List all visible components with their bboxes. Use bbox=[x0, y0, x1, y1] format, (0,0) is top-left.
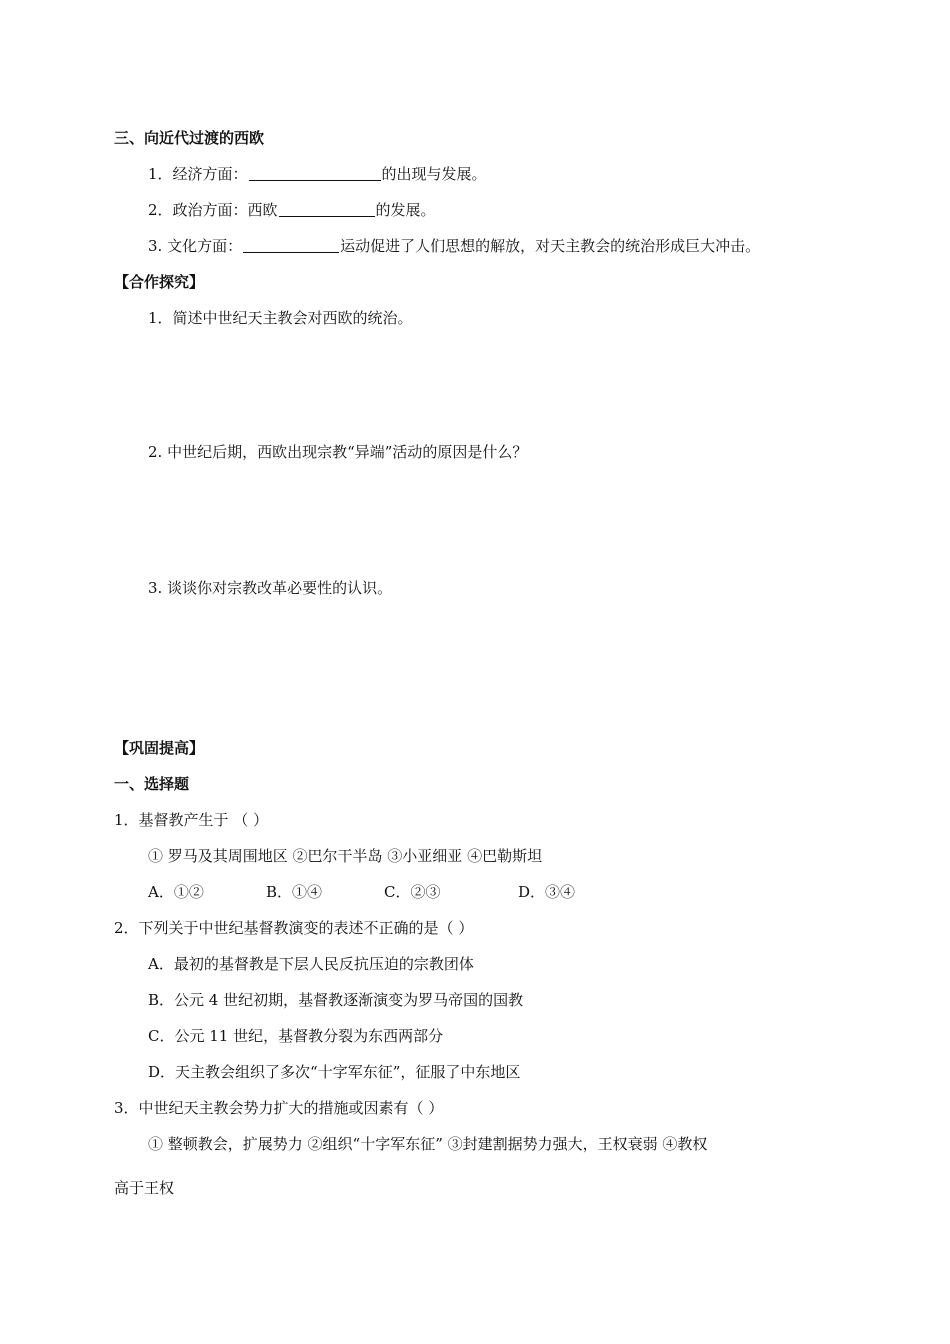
question-2-stem: 2．下列关于中世纪基督教演变的表述不正确的是（ ） bbox=[114, 919, 474, 937]
culture-blank[interactable] bbox=[243, 237, 339, 253]
politics-suffix: 的发展。 bbox=[375, 201, 436, 219]
question-2-option-b[interactable]: B．公元 4 世纪初期，基督教逐渐演变为罗马帝国的国教 bbox=[148, 991, 524, 1009]
question-3-items-continued: 高于王权 bbox=[114, 1179, 175, 1197]
cooperate-question-1: 1．简述中世纪天主教会对西欧的统治。 bbox=[148, 309, 413, 327]
section-heading: 三、向近代过渡的西欧 bbox=[114, 129, 265, 147]
question-3-stem: 3．中世纪天主教会势力扩大的措施或因素有（ ） bbox=[114, 1099, 444, 1117]
option-a[interactable]: A．①② bbox=[148, 883, 204, 901]
economy-suffix: 的出现与发展。 bbox=[381, 165, 487, 183]
politics-blank[interactable] bbox=[279, 201, 375, 217]
question-2-option-c[interactable]: C．公元 11 世纪，基督教分裂为东西两部分 bbox=[148, 1027, 444, 1045]
economy-item bbox=[148, 164, 487, 184]
question-3-items: ① 整顿教会，扩展势力 ②组织“十字军东征” ③封建割据势力强大，王权衰弱 ④教权 bbox=[148, 1135, 708, 1153]
option-c[interactable]: C．②③ bbox=[384, 883, 441, 901]
culture-prefix: 3. 文化方面： bbox=[148, 237, 243, 255]
cooperate-question-3: 3. 谈谈你对宗教改革必要性的认识。 bbox=[148, 579, 393, 597]
economy-blank[interactable] bbox=[249, 165, 381, 181]
consolidate-heading: 【巩固提高】 bbox=[114, 739, 205, 757]
politics-prefix: 2．政治方面：西欧 bbox=[148, 201, 278, 219]
culture-item bbox=[148, 236, 760, 256]
question-1-stem: 1．基督教产生于 （ ） bbox=[114, 811, 269, 829]
question-2-option-a[interactable]: A．最初的基督教是下层人民反抗压迫的宗教团体 bbox=[148, 955, 474, 973]
economy-prefix: 1．经济方面： bbox=[148, 165, 248, 183]
question-1-items: ① 罗马及其周围地区 ②巴尔干半岛 ③小亚细亚 ④巴勒斯坦 bbox=[148, 847, 543, 865]
cooperate-question-2: 2. 中世纪后期，西欧出现宗教“异端”活动的原因是什么？ bbox=[148, 443, 528, 461]
multiple-choice-heading: 一、选择题 bbox=[114, 775, 190, 793]
culture-suffix: 运动促进了人们思想的解放，对天主教会的统治形成巨大冲击。 bbox=[340, 237, 761, 255]
question-1-options bbox=[148, 882, 575, 902]
politics-item bbox=[148, 200, 436, 220]
option-b[interactable]: B．①④ bbox=[266, 883, 323, 901]
option-d[interactable]: D．③④ bbox=[518, 883, 576, 901]
cooperate-heading: 【合作探究】 bbox=[114, 273, 205, 291]
question-2-option-d[interactable]: D．天主教会组织了多次“十字军东征”，征服了中东地区 bbox=[148, 1063, 521, 1081]
